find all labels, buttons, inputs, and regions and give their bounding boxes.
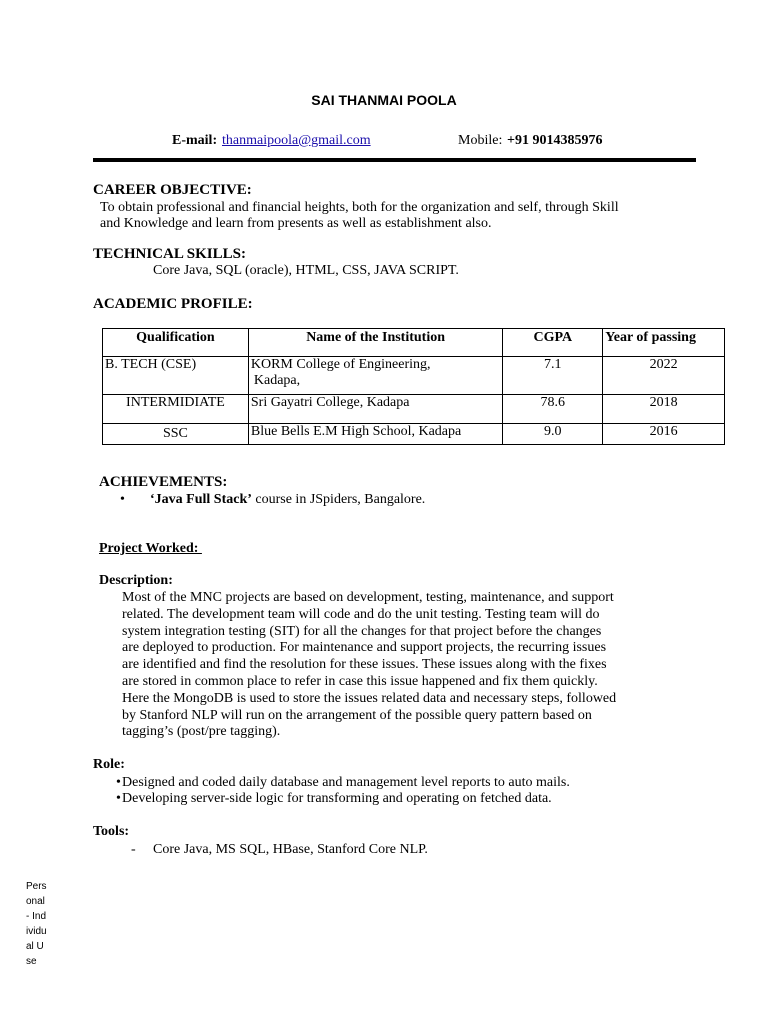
column-header-cgpa: CGPA [503,329,603,357]
career-objective-heading: CAREER OBJECTIVE: [93,182,252,198]
description-line: by Stanford NLP will run on the arrangement of the possible query pattern based on [122,707,592,723]
institution-cell: Blue Bells E.M High School, Kadapa [248,424,502,445]
classification-label: Personal - Individual Use [26,881,47,967]
role-heading: Role: [93,757,125,772]
academic-table-header [103,329,725,357]
institution-cell: Sri Gayatri College, Kadapa [248,395,502,424]
description-line: related. The development team will code and do the unit testing. Testing team will do [122,606,600,622]
column-header-institution: Name of the Institution [248,329,502,357]
description-line: are stored in common place to refer in case this issue happened and fix them quickly. [122,673,598,689]
role-item: Designed and coded daily database and management level reports to auto mails. [122,775,570,790]
tools-dash: - [131,842,136,857]
description-heading: Description: [99,573,173,588]
column-header-year: Year of passing [603,329,725,357]
description-line: Here the MongoDB is used to store the issues related data and necessary steps, followed [122,690,617,706]
institution-line: Kadapa, [253,373,301,388]
year-cell: 2018 [603,395,725,424]
table-row [103,424,725,445]
mobile-number: +91 9014385976 [507,133,603,148]
cgpa-cell: 9.0 [503,424,603,445]
description-line: are deployed to production. For maintenance and support projects, the recurring issues [122,640,607,656]
project-worked-heading: Project Worked: [99,541,202,556]
year-cell: 2016 [603,424,725,445]
achievement-item [150,492,425,509]
header-divider [93,158,696,162]
achievements-heading: ACHIEVEMENTS: [99,474,228,490]
email-label: E-mail: [172,133,218,148]
candidate-name: SAI THANMAI POOLA [311,92,457,108]
description-line: tagging’s (post/pre tagging). [122,724,281,740]
institution-cell [248,357,502,395]
table-row [103,395,725,424]
technical-skills-text: Core Java, SQL (oracle), HTML, CSS, JAVA SCRIPT. [153,263,459,278]
description-line: Most of the MNC projects are based on development, testing, maintenance, and support [122,590,614,605]
technical-skills-heading: TECHNICAL SKILLS: [93,246,246,262]
project-description [122,590,682,741]
cgpa-cell: 7.1 [503,357,603,395]
qualification-cell: SSC [103,424,249,445]
year-cell: 2022 [603,357,725,395]
career-objective-line-1: To obtain professional and financial heights, both for the organization and self, through Skill [100,200,619,215]
achievement-course: ‘Java Full Stack’ [150,492,252,507]
academic-table [102,328,725,445]
qualification-cell: B. TECH (CSE) [103,357,249,395]
role-item: Developing server-side logic for transforming and operating on fetched data. [122,791,552,806]
tools-text: Core Java, MS SQL, HBase, Stanford Core NLP. [153,842,428,857]
column-header-qualification: Qualification [103,329,249,357]
academic-profile-heading: ACADEMIC PROFILE: [93,296,253,312]
table-row [103,357,725,395]
mobile-label: Mobile: [458,133,503,148]
career-objective-line-2: and Knowledge and learn from presents as well as establishment also. [100,216,492,231]
achievement-bullet: • [120,492,125,507]
role-bullet: • [116,791,121,806]
qualification-cell: INTERMIDIATE [103,395,249,424]
description-line: are identified and find the resolution for these issues. These issues along with the fixes [122,657,607,673]
tools-heading: Tools: [93,824,130,839]
description-line: system integration testing (SIT) for all the changes for that project before the changes [122,623,602,639]
cgpa-cell: 78.6 [503,395,603,424]
role-bullet: • [116,775,121,790]
email-link[interactable]: thanmaipoola@gmail.com [222,133,371,148]
institution-line: KORM College of Engineering, [250,357,431,372]
achievement-detail: course in JSpiders, Bangalore. [251,492,426,507]
